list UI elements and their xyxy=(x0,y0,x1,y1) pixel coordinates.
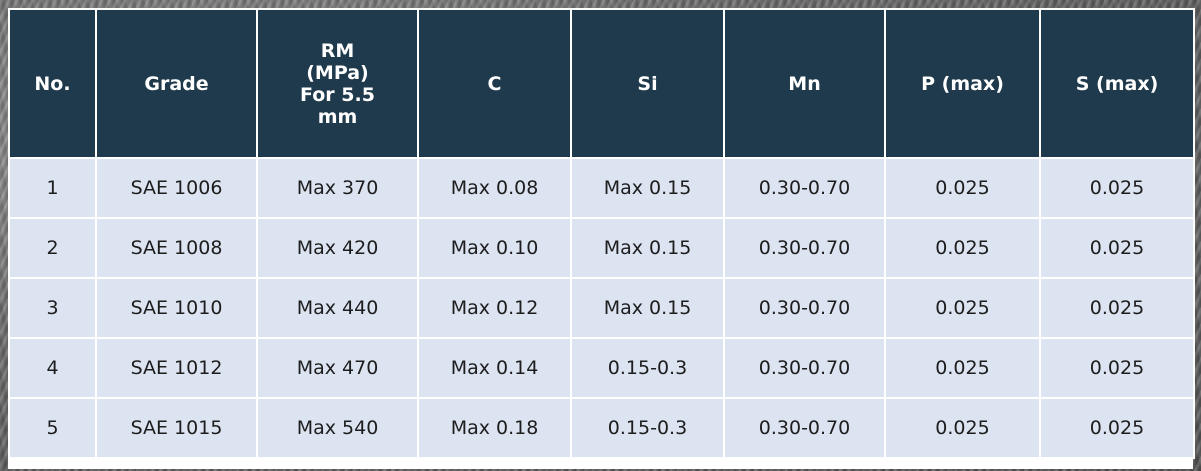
header-no-label: No. xyxy=(34,72,71,95)
cell-p-max: 0.025 xyxy=(885,338,1040,398)
steel-grade-table-container xyxy=(8,8,1193,469)
cell-s-max: 0.025 xyxy=(1040,158,1194,218)
header-no xyxy=(9,9,96,158)
steel-grade-table xyxy=(8,8,1195,459)
header-row xyxy=(9,9,1194,158)
cell-p-max: 0.025 xyxy=(885,398,1040,458)
cell-no: 1 xyxy=(9,158,96,218)
header-rm-line-3: For 5.5 xyxy=(300,83,375,106)
cell-p-max: 0.025 xyxy=(885,218,1040,278)
cell-mn: 0.30-0.70 xyxy=(724,398,885,458)
cell-no: 3 xyxy=(9,278,96,338)
header-rm-line-1: RM xyxy=(320,39,355,62)
cell-p-max: 0.025 xyxy=(885,158,1040,218)
cell-si: Max 0.15 xyxy=(571,278,724,338)
cell-rm: Max 420 xyxy=(257,218,418,278)
table-row xyxy=(9,278,1194,338)
header-p-max xyxy=(885,9,1040,158)
cell-s-max: 0.025 xyxy=(1040,338,1194,398)
cell-c: Max 0.10 xyxy=(418,218,571,278)
cell-rm: Max 370 xyxy=(257,158,418,218)
table-row xyxy=(9,338,1194,398)
table-row xyxy=(9,398,1194,458)
cell-mn: 0.30-0.70 xyxy=(724,338,885,398)
cell-c: Max 0.12 xyxy=(418,278,571,338)
cell-mn: 0.30-0.70 xyxy=(724,218,885,278)
header-grade xyxy=(96,9,257,158)
header-s-max-label: S (max) xyxy=(1075,72,1159,95)
header-si-label: Si xyxy=(637,72,658,95)
cell-s-max: 0.025 xyxy=(1040,218,1194,278)
cell-mn: 0.30-0.70 xyxy=(724,158,885,218)
table-row xyxy=(9,218,1194,278)
cell-grade: SAE 1008 xyxy=(96,218,257,278)
cell-c: Max 0.18 xyxy=(418,398,571,458)
cell-s-max: 0.025 xyxy=(1040,278,1194,338)
header-c xyxy=(418,9,571,158)
header-c-label: C xyxy=(487,72,502,95)
cell-rm: Max 540 xyxy=(257,398,418,458)
header-rm xyxy=(257,9,418,158)
cell-c: Max 0.14 xyxy=(418,338,571,398)
cell-mn: 0.30-0.70 xyxy=(724,278,885,338)
cell-si: Max 0.15 xyxy=(571,218,724,278)
header-s-max xyxy=(1040,9,1194,158)
cell-grade: SAE 1012 xyxy=(96,338,257,398)
header-mn-label: Mn xyxy=(788,72,821,95)
cell-no: 4 xyxy=(9,338,96,398)
header-grade-label: Grade xyxy=(144,72,209,95)
cell-s-max: 0.025 xyxy=(1040,398,1194,458)
cell-rm: Max 470 xyxy=(257,338,418,398)
cell-grade: SAE 1006 xyxy=(96,158,257,218)
cell-no: 5 xyxy=(9,398,96,458)
header-rm-line-4: mm xyxy=(317,105,358,128)
cell-si: Max 0.15 xyxy=(571,158,724,218)
cell-rm: Max 440 xyxy=(257,278,418,338)
header-rm-line-2: (MPa) xyxy=(306,61,369,84)
cell-grade: SAE 1010 xyxy=(96,278,257,338)
cell-no: 2 xyxy=(9,218,96,278)
cell-grade: SAE 1015 xyxy=(96,398,257,458)
header-p-max-label: P (max) xyxy=(921,72,1004,95)
cell-c: Max 0.08 xyxy=(418,158,571,218)
header-si xyxy=(571,9,724,158)
cell-p-max: 0.025 xyxy=(885,278,1040,338)
table-row xyxy=(9,158,1194,218)
cell-si: 0.15-0.3 xyxy=(571,338,724,398)
header-mn xyxy=(724,9,885,158)
cell-si: 0.15-0.3 xyxy=(571,398,724,458)
